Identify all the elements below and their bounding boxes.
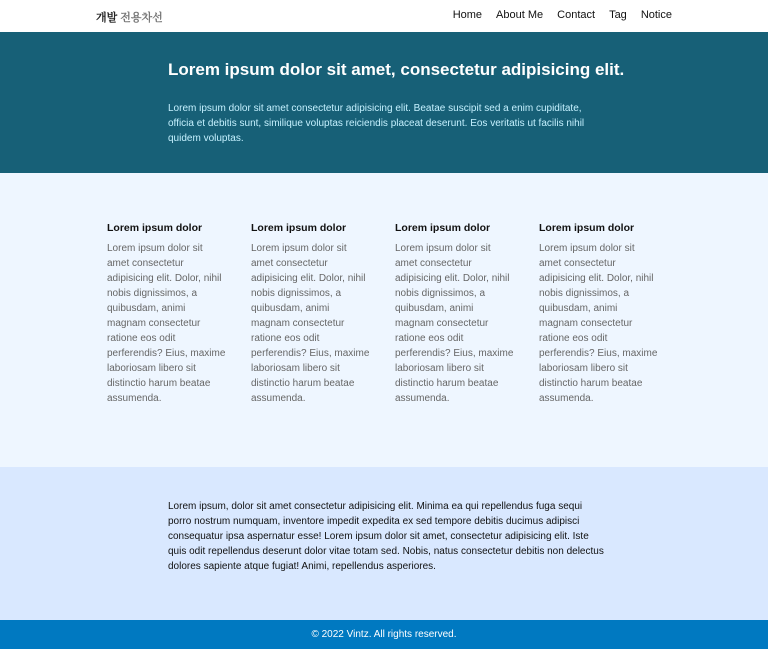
feature-text: Lorem ipsum dolor sit amet consectetur adipisicing elit. Dolor, nihil nobis dignissimos, a quibusdam, animi magnam consectetur ratione eos odit perferendis? Eius, maxime laboriosam libero sit distinctio harum beatae assumenda. bbox=[107, 243, 226, 404]
hero-title: Lorem ipsum dolor sit amet, consectetur adipisicing elit. bbox=[168, 60, 625, 79]
hero-text: Lorem ipsum dolor sit amet consectetur adipisicing elit. Beatae suscipit sed a enim cupiditate, officia et debitis sunt, similique voluptas reiciendis placeat deserunt. Eos veritatis ut facilis nihil quidem voluptas. bbox=[168, 103, 585, 144]
nav-home-link[interactable]: Home bbox=[452, 9, 483, 21]
logo-sub-text: 전용차선 bbox=[120, 12, 163, 24]
logo-main-text: 개발 bbox=[96, 12, 118, 24]
feature-card bbox=[539, 221, 659, 406]
nav-tag-link[interactable]: Tag bbox=[609, 9, 627, 21]
features-section bbox=[0, 173, 768, 467]
site-header bbox=[0, 0, 768, 32]
nav-about-me-link[interactable]: About Me bbox=[496, 9, 544, 21]
feature-card bbox=[395, 221, 515, 406]
main-nav bbox=[453, 9, 672, 21]
feature-title: Lorem ipsum dolor bbox=[251, 222, 347, 234]
feature-title: Lorem ipsum dolor bbox=[107, 222, 203, 234]
nav-contact-link[interactable]: Contact bbox=[557, 9, 596, 21]
site-footer bbox=[0, 620, 768, 649]
feature-title: Lorem ipsum dolor bbox=[539, 222, 635, 234]
feature-text: Lorem ipsum dolor sit amet consectetur adipisicing elit. Dolor, nihil nobis dignissimos, a quibusdam, animi magnam consectetur ratione eos odit perferendis? Eius, maxime laboriosam libero sit distinctio harum beatae assumenda. bbox=[395, 243, 514, 404]
feature-title: Lorem ipsum dolor bbox=[395, 222, 491, 234]
hero-section bbox=[0, 32, 768, 173]
feature-card bbox=[251, 221, 371, 406]
feature-text: Lorem ipsum dolor sit amet consectetur adipisicing elit. Dolor, nihil nobis dignissimos, a quibusdam, animi magnam consectetur ratione eos odit perferendis? Eius, maxime laboriosam libero sit distinctio harum beatae assumenda. bbox=[539, 243, 658, 404]
site-logo[interactable] bbox=[96, 9, 163, 25]
nav-notice-link[interactable]: Notice bbox=[640, 9, 672, 21]
about-section bbox=[0, 467, 768, 620]
copyright-text: © 2022 Vintz. All rights reserved. bbox=[311, 629, 457, 640]
feature-card bbox=[107, 221, 227, 406]
feature-text: Lorem ipsum dolor sit amet consectetur adipisicing elit. Dolor, nihil nobis dignissimos, a quibusdam, animi magnam consectetur ratione eos odit perferendis? Eius, maxime laboriosam libero sit distinctio harum beatae assumenda. bbox=[251, 243, 370, 404]
about-text: Lorem ipsum, dolor sit amet consectetur adipisicing elit. Minima ea qui repellendus fuga sequi porro nostrum numquam, inventore impedit expedita ex sed tempore debitis ducimus adipisci consequatur ipsa aspernatur esse! Lorem ipsum dolor sit amet, consectetur adipisicing elit. Iste quis odit repellendus deserunt dolor vitae totam sed. Nobis, natus consectetur debitis non delectus dolores sapiente atque fugiat! Animi, repellendus asperiores. bbox=[168, 501, 604, 572]
